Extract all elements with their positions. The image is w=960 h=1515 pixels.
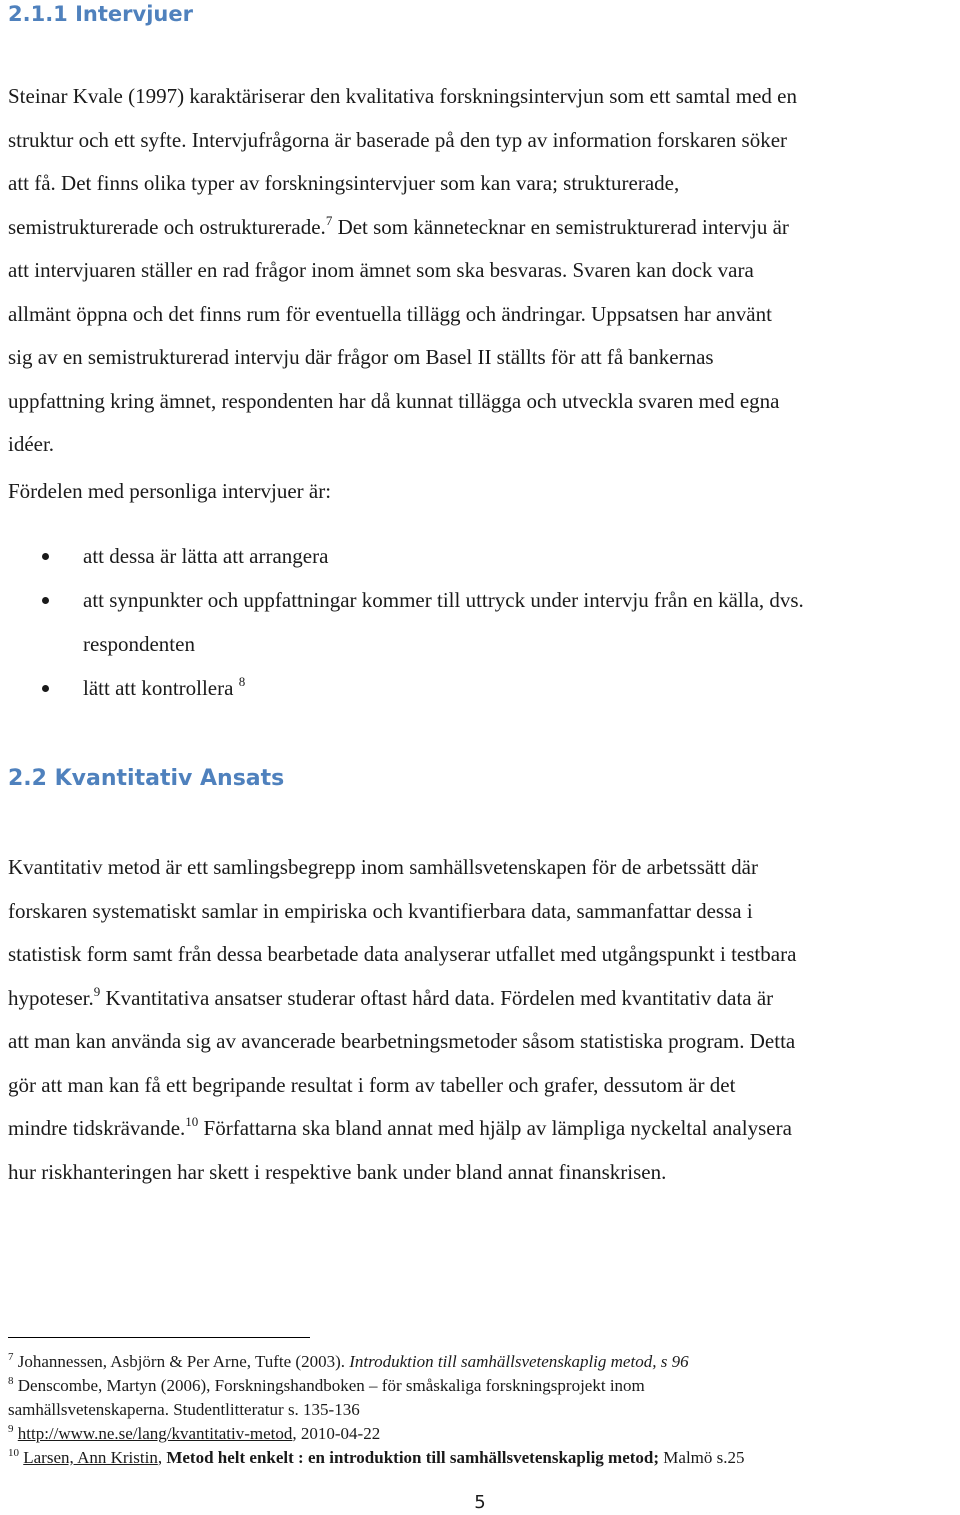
bullet-list bbox=[0, 534, 960, 710]
text-line: hur riskhanteringen har skett i respektive bank under bland annat finanskrisen. bbox=[8, 1159, 667, 1184]
paragraph-kvantitativ bbox=[8, 846, 958, 1194]
list-item-text: att synpunkter och uppfattningar kommer till uttryck under intervju från en källa, dvs. bbox=[83, 588, 804, 612]
footnote-title: Introduktion till samhällsvetenskaplig metod, s 96 bbox=[349, 1352, 689, 1371]
footnote-ref-8[interactable]: 8 bbox=[238, 674, 246, 689]
text-line: uppfattning kring ämnet, respondenten har då kunnat tillägga och utveckla svaren med egna bbox=[8, 388, 780, 413]
text-fragment: mindre tidskrävande. bbox=[8, 1116, 186, 1140]
footnote-10 bbox=[8, 1446, 958, 1470]
footnote-number: 8 bbox=[8, 1375, 14, 1387]
text-fragment: Författarna ska bland annat med hjälp av lämpliga nyckeltal analysera bbox=[198, 1116, 792, 1140]
list-item-continuation bbox=[0, 622, 960, 666]
footnote-number: 10 bbox=[8, 1447, 19, 1459]
footnote-ref-9[interactable]: 9 bbox=[93, 983, 101, 999]
footnote-ref-7[interactable]: 7 bbox=[325, 212, 333, 228]
list-item-text: respondenten bbox=[83, 632, 195, 656]
section-heading-kvantitativ: 2.2 Kvantitativ Ansats bbox=[8, 766, 285, 791]
text-fragment: lätt att kontrollera bbox=[83, 676, 239, 700]
footnote-number: 7 bbox=[8, 1351, 14, 1363]
footnote-8 bbox=[8, 1374, 958, 1398]
footnote-separator: , bbox=[157, 1448, 167, 1467]
text-line: forskaren systematiskt samlar in empiriska och kvantifierbara data, sammanfattar dessa i bbox=[8, 898, 753, 923]
footnote-8-continued: samhällsvetenskaperna. Studentlitteratur s. 135-136 bbox=[8, 1400, 360, 1419]
footnote-link[interactable]: http://www.ne.se/lang/kvantitativ-metod bbox=[17, 1424, 293, 1443]
footnote-number: 9 bbox=[8, 1423, 14, 1435]
text-line: gör att man kan få ett begripande resultat i form av tabeller och grafer, dessutom är det bbox=[8, 1072, 736, 1097]
text-line: sig av en semistrukturerad intervju där frågor om Basel II ställts för att få bankernas bbox=[8, 345, 714, 369]
footnote-9 bbox=[8, 1422, 958, 1446]
footnote-ref-10[interactable]: 10 bbox=[185, 1114, 199, 1129]
text-fragment: semistrukturerade och ostrukturerade. bbox=[8, 214, 326, 239]
text-line: att få. Det finns olika typer av forskningsintervjuer som kan vara; strukturerade, bbox=[8, 171, 680, 195]
footnote-text: Denscombe, Martyn (2006), Forskningshandboken – för småskaliga forskningsprojekt inom bbox=[13, 1376, 645, 1395]
text-line: idéer. bbox=[8, 432, 55, 456]
text-fragment: Det som kännetecknar en semistrukturerad intervju är bbox=[332, 214, 789, 239]
footnote-7 bbox=[8, 1350, 958, 1374]
footnote-text: Malmö s.25 bbox=[659, 1448, 745, 1467]
section-heading-intervjuer: 2.1.1 Intervjuer bbox=[8, 2, 193, 26]
text-line: Kvantitativ metod är ett samlingsbegrepp inom samhällsvetenskapen för de arbetssätt där bbox=[8, 855, 758, 879]
text-line: att man kan använda sig av avancerade bearbetningsmetoder såsom statistiska program. Detta bbox=[8, 1029, 796, 1053]
text-fragment: Kvantitativa ansatser studerar oftast hård data. Fördelen med kvantitativ data är bbox=[100, 985, 774, 1010]
text-line: Steinar Kvale (1997) karaktäriserar den kvalitativa forskningsintervjun som ett samtal med en bbox=[8, 84, 798, 108]
footnote-divider bbox=[8, 1337, 310, 1338]
footnote-author-link[interactable]: Larsen, Ann Kristin bbox=[23, 1448, 158, 1467]
text-line: statistisk form samt från dessa bearbetade data analyserar utfallet med utgångspunkt i testbara bbox=[8, 942, 797, 966]
bullet-icon bbox=[42, 553, 49, 560]
paragraph-fordelen bbox=[8, 470, 958, 514]
paragraph-intervjuer bbox=[8, 75, 958, 467]
text-line: struktur och ett syfte. Intervjufrågorna är baserade på den typ av information forskaren söker bbox=[8, 127, 788, 152]
page-number: 5 bbox=[474, 1492, 486, 1513]
text-line: att intervjuaren ställer en rad frågor inom ämnet som ska besvaras. Svaren kan dock vara bbox=[8, 258, 754, 282]
footnotes bbox=[8, 1350, 958, 1470]
list-item-text: att dessa är lätta att arrangera bbox=[83, 544, 329, 568]
text-line bbox=[8, 977, 958, 1021]
list-item bbox=[0, 578, 960, 622]
bullet-icon bbox=[42, 597, 49, 604]
list-item bbox=[0, 534, 960, 578]
text-line bbox=[8, 1107, 958, 1151]
list-item-text bbox=[83, 666, 245, 710]
text-line: Fördelen med personliga intervjuer är: bbox=[8, 479, 332, 503]
text-line bbox=[8, 206, 958, 250]
footnote-text: Johannessen, Asbjörn & Per Arne, Tufte (2003). bbox=[13, 1352, 350, 1371]
list-item bbox=[0, 666, 960, 710]
bullet-icon bbox=[42, 685, 49, 692]
text-line: allmänt öppna och det finns rum för eventuella tillägg och ändringar. Uppsatsen har använt bbox=[8, 301, 772, 326]
text-fragment: hypoteser. bbox=[8, 985, 94, 1010]
footnote-date: , 2010-04-22 bbox=[292, 1424, 381, 1443]
footnote-title: Metod helt enkelt : en introduktion till samhällsvetenskaplig metod; bbox=[166, 1448, 660, 1467]
